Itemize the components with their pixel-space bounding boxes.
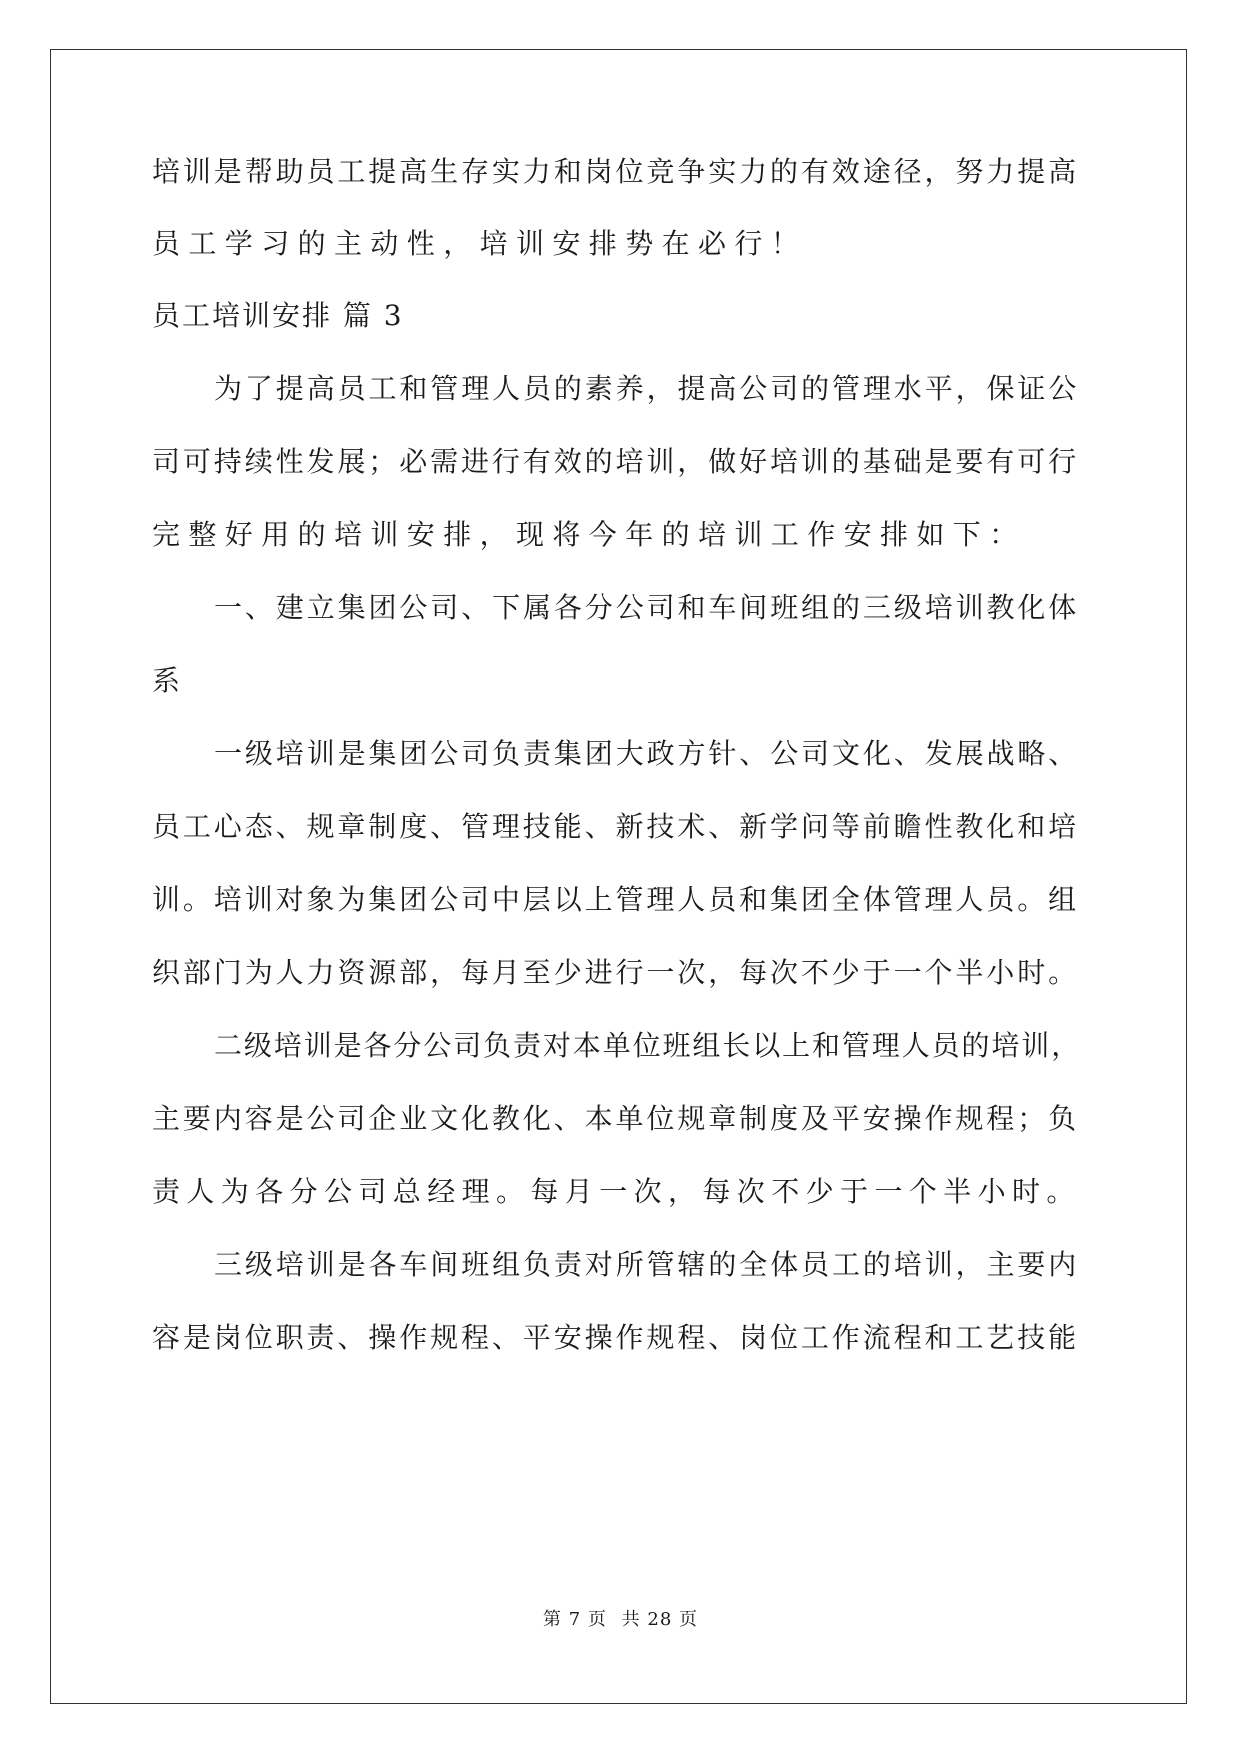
paragraph-line: 员工心态、规章制度、管理技能、新技术、新学问等前瞻性教化和培 bbox=[152, 810, 1080, 843]
paragraph-line: 主要内容是公司企业文化教化、本单位规章制度及平安操作规程；负 bbox=[152, 1102, 1080, 1135]
paragraph-line: 责人为各分公司总经理。每月一次，每次不少于一个半小时。 bbox=[152, 1175, 1081, 1208]
paragraph-line: 系 bbox=[152, 664, 189, 697]
paragraph-line: 训。培训对象为集团公司中层以上管理人员和集团全体管理人员。组 bbox=[152, 883, 1080, 916]
paragraph-line: 完整好用的培训安排，现将今年的培训工作安排如下： bbox=[152, 518, 1026, 551]
paragraph-line: 员工学习的主动性，培训安排势在必行！ bbox=[152, 227, 808, 260]
paragraph-line: 一、建立集团公司、下属各分公司和车间班组的三级培训教化体 bbox=[214, 591, 1080, 624]
paragraph-line: 容是岗位职责、操作规程、平安操作规程、岗位工作流程和工艺技能 bbox=[152, 1321, 1080, 1354]
page-total: 共 28 页 bbox=[621, 1609, 698, 1630]
paragraph-line: 一级培训是集团公司负责集团大政方针、公司文化、发展战略、 bbox=[214, 737, 1080, 770]
section-heading: 员工培训安排 篇 3 bbox=[152, 299, 404, 332]
paragraph-line: 二级培训是各分公司负责对本单位班组长以上和管理人员的培训， bbox=[214, 1029, 1082, 1062]
paragraph-line: 培训是帮助员工提高生存实力和岗位竞争实力的有效途径，努力提高 bbox=[152, 155, 1080, 188]
paragraph-line: 司可持续性发展；必需进行有效的培训，做好培训的基础是要有可行 bbox=[152, 445, 1080, 478]
paragraph-line: 织部门为人力资源部，每月至少进行一次，每次不少于一个半小时。 bbox=[152, 956, 1080, 989]
page-footer bbox=[0, 1605, 1241, 1631]
paragraph-line: 为了提高员工和管理人员的素养，提高公司的管理水平，保证公 bbox=[214, 372, 1080, 405]
page-number: 第 7 页 bbox=[543, 1609, 607, 1630]
paragraph-line: 三级培训是各车间班组负责对所管辖的全体员工的培训，主要内 bbox=[214, 1248, 1080, 1281]
